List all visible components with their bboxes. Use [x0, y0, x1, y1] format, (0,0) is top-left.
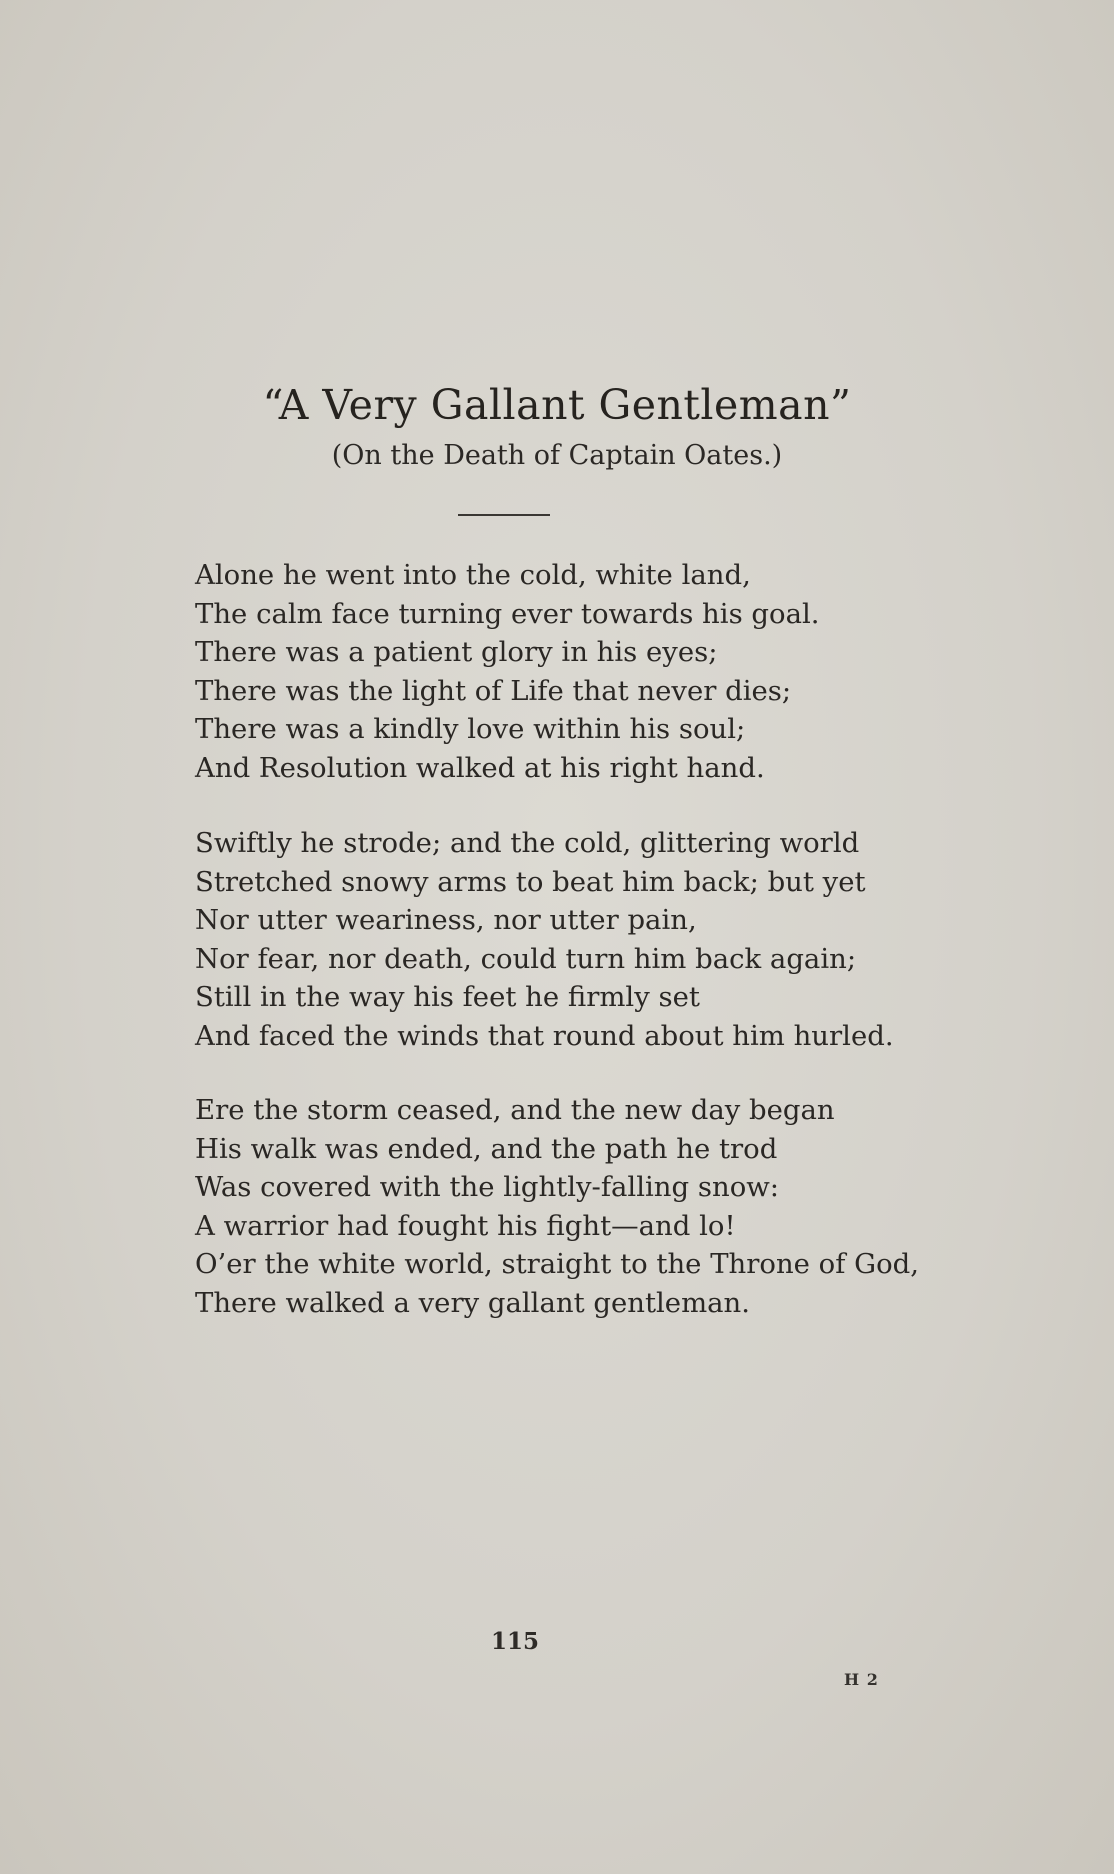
poem-line: There was a patient glory in his eyes; — [195, 636, 718, 668]
poem-title: “A Very Gallant Gentleman” — [262, 381, 852, 429]
stanza-2 — [195, 824, 1075, 1055]
title-divider — [458, 514, 550, 516]
poem-line: The calm face turning ever towards his goal. — [195, 597, 820, 630]
signature-mark: H 2 — [844, 1670, 879, 1689]
poem-line: There was the light of Life that never dies; — [195, 674, 792, 707]
poem-line: Alone he went into the cold, white land, — [195, 559, 751, 591]
poem-subtitle: (On the Death of Captain Oates.) — [331, 440, 783, 471]
poem-line: And Resolution walked at his right hand. — [195, 751, 765, 784]
stanza-1 — [195, 556, 1075, 787]
stanza-3 — [195, 1091, 1075, 1322]
poem-line: And faced the winds that round about him hurled. — [195, 1019, 894, 1052]
poem-line: A warrior had fought his fight—and lo! — [195, 1209, 736, 1242]
poem-line: Nor utter weariness, nor utter pain, — [195, 904, 697, 936]
poem-line: There walked a very gallant gentleman. — [195, 1286, 750, 1319]
poem-line: O’er the white world, straight to the Throne of God, — [195, 1248, 920, 1280]
poem-line: Was covered with the lightly-falling snow: — [195, 1171, 780, 1203]
poem-line: His walk was ended, and the path he trod — [195, 1132, 778, 1165]
poem-line: Swiftly he strode; and the cold, glittering world — [195, 827, 860, 859]
poem-line: Still in the way his feet he firmly set — [195, 981, 700, 1013]
poem-line: Ere the storm ceased, and the new day began — [195, 1094, 835, 1126]
page-number: 115 — [490, 1628, 539, 1655]
poem-line: There was a kindly love within his soul; — [195, 713, 746, 745]
poem-line: Nor fear, nor death, could turn him back again; — [195, 942, 857, 975]
poem-line: Stretched snowy arms to beat him back; but yet — [195, 865, 866, 898]
